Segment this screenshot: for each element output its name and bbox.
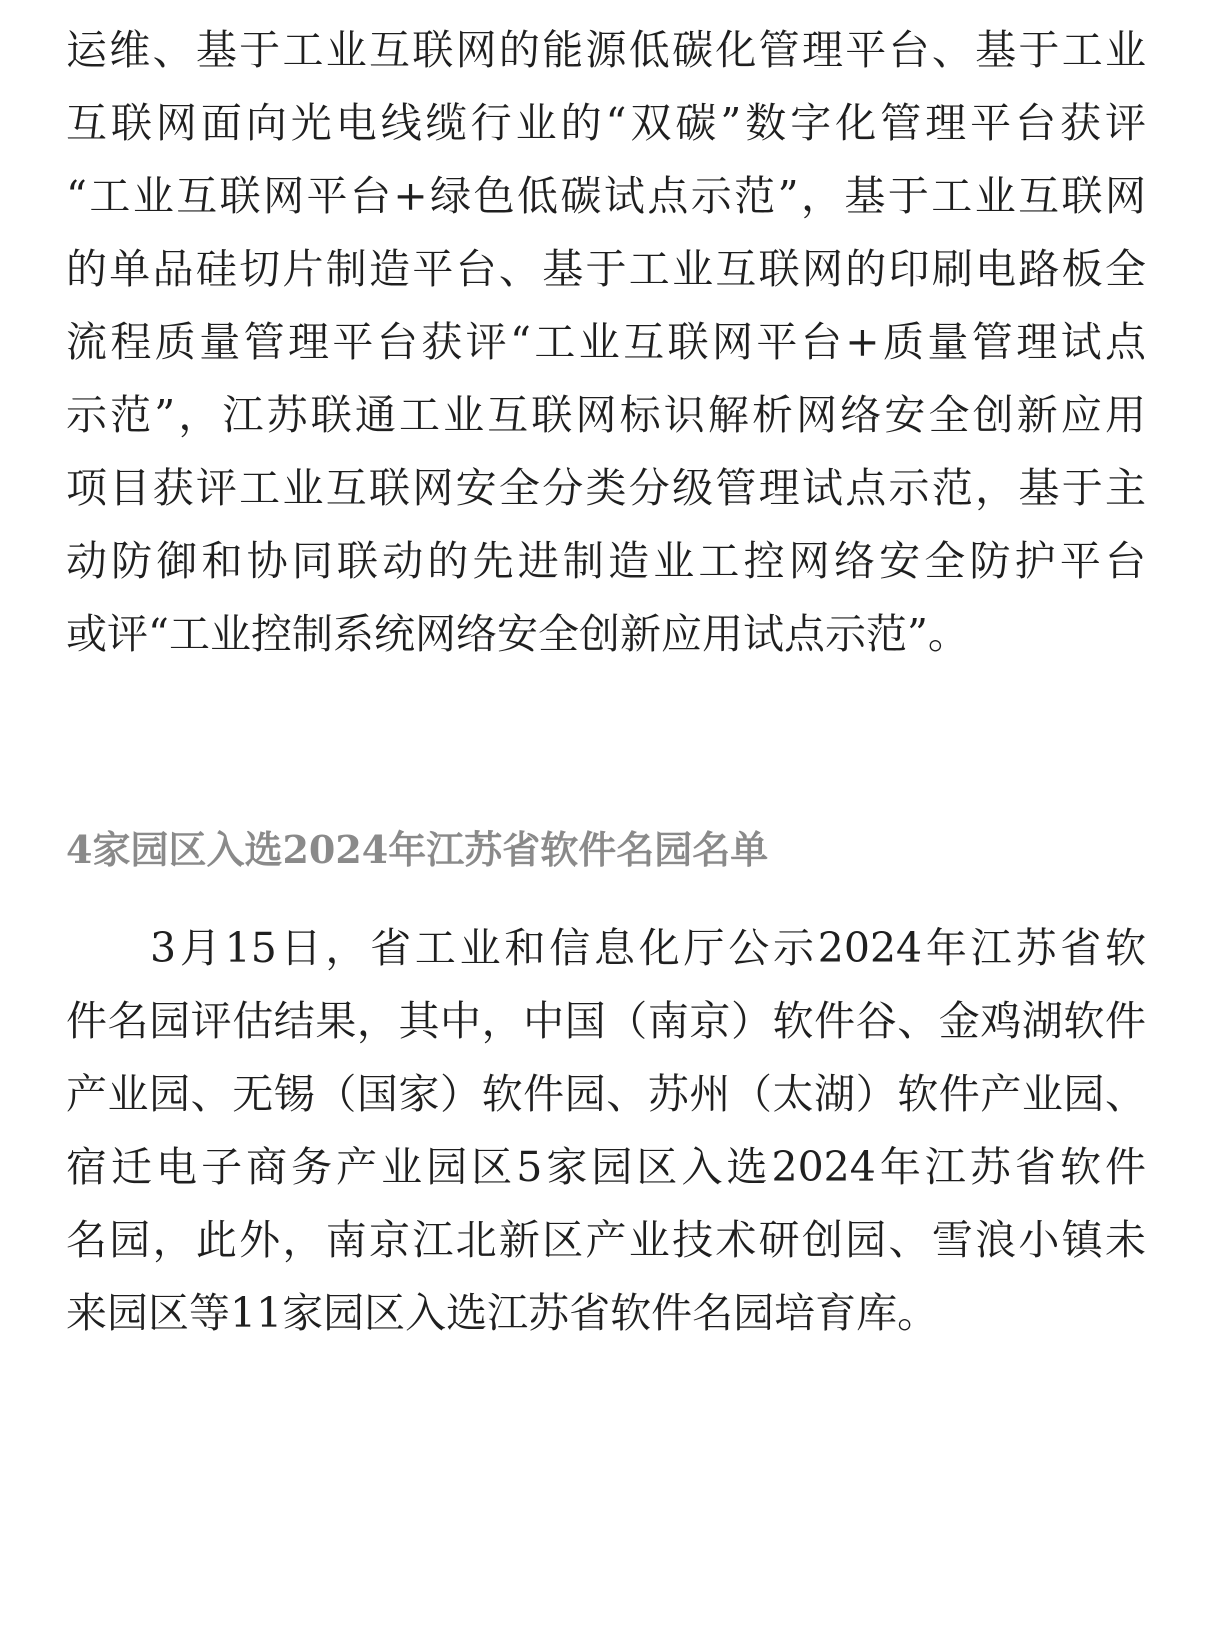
paragraph-line: 3月15日，省工业和信息化厅公示2024年江苏省软 xyxy=(150,924,1146,972)
paragraph-line: 的单品硅切片制造平台、基于工业互联网的印刷电路板全 xyxy=(66,245,1146,293)
paragraph-2 xyxy=(66,912,1146,1350)
paragraph-line: 项目获评工业互联网安全分类分级管理试点示范，基于主 xyxy=(66,464,1146,512)
paragraph-line: 示范”，江苏联通工业互联网标识解析网络安全创新应用 xyxy=(66,391,1146,439)
paragraph-1 xyxy=(66,14,1146,671)
paragraph-line: 互联网面向光电线缆行业的“双碳”数字化管理平台获评 xyxy=(66,99,1146,147)
paragraph-line: 产业园、无锡（国家）软件园、苏州（太湖）软件产业园、 xyxy=(66,1070,1146,1118)
paragraph-line: 运维、基于工业互联网的能源低碳化管理平台、基于工业 xyxy=(66,26,1146,74)
paragraph-line: 名园，此外，南京江北新区产业技术研创园、雪浪小镇未 xyxy=(66,1216,1146,1264)
paragraph-line: 件名园评估结果，其中，中国（南京）软件谷、金鸡湖软件 xyxy=(66,997,1146,1045)
paragraph-line: 宿迁电子商务产业园区5家园区入选2024年江苏省软件 xyxy=(66,1143,1146,1191)
paragraph-line: 流程质量管理平台获评“工业互联网平台+质量管理试点 xyxy=(66,318,1146,366)
section-heading: 4家园区入选2024年江苏省软件名园名单 xyxy=(66,827,769,872)
paragraph-line: 或评“工业控制系统网络安全创新应用试点示范”。 xyxy=(66,610,969,658)
paragraph-line: 动防御和协同联动的先进制造业工控网络安全防护平台 xyxy=(66,537,1146,585)
paragraph-line: 来园区等11家园区入选江苏省软件名园培育库。 xyxy=(66,1289,939,1337)
paragraph-line: “工业互联网平台+绿色低碳试点示范”，基于工业互联网 xyxy=(66,172,1146,220)
